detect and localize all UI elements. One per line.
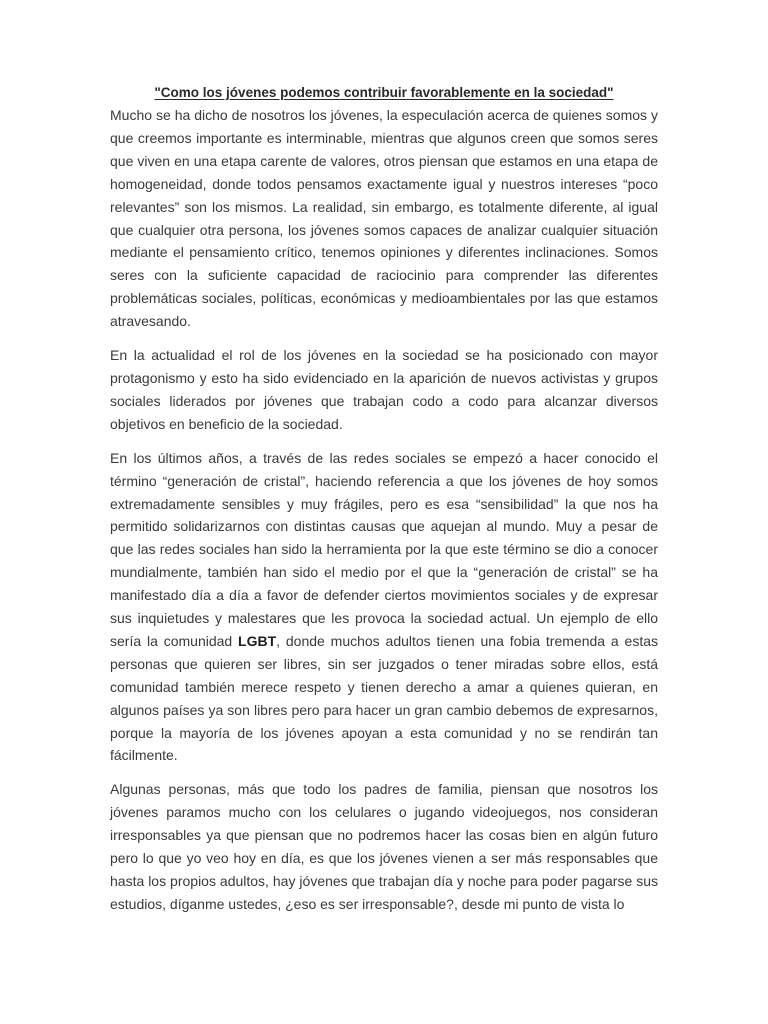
document-page: [110, 84, 658, 927]
lgbt-bold-term: LGBT: [238, 632, 277, 649]
paragraph-1: Mucho se ha dicho de nosotros los jóvenes, la especulación acerca de quienes somos y que creemos importante es interminable, mientras que algunos creen que somos seres que viven en una etapa carente de valores, otros piensan que estamos en una etapa de homogeneidad, donde todos pensamos exactamente igual y nuestros intereses “poco relevantes” son los mismos. La realidad, sin embargo, es totalmente diferente, al igual que cualquier otra persona, los jóvenes somos capaces de analizar cualquier situación mediante el pensamiento crítico, tenemos opiniones y diferentes inclinaciones. Somos seres con la suficiente capacidad de raciocinio para comprender las diferentes problemáticas sociales, políticas, económicas y medioambientales por las que estamos atravesando.: [110, 107, 658, 330]
paragraph-3: [110, 447, 658, 768]
paragraph-3-text-before: En los últimos años, a través de las redes sociales se empezó a hacer conocido el término “generación de cristal”, haciendo referencia a que los jóvenes de hoy somos extremadamente sensibles y muy frágiles, pero es esa “sensibilidad” la que nos ha permitido solidarizarnos con distintas causas que aquejan al mundo. Muy a pesar de que las redes sociales han sido la herramienta por la que este término se dio a conocer mundialmente, también han sido el medio por el que la “generación de cristal” se ha manifestado día a día a favor de defender ciertos movimientos sociales y de expresar sus inquietudes y malestares que les provoca la sociedad actual. Un ejemplo de ello sería la comunidad: [110, 449, 658, 649]
paragraph-4: Algunas personas, más que todo los padres de familia, piensan que nosotros los jóvenes paramos mucho con los celulares o jugando videojuegos, nos consideran irresponsables ya que piensan que no podremos hacer las cosas bien en algún futuro pero lo que yo veo hoy en día, es que los jóvenes vienen a ser más responsables que hasta los propios adultos, hay jóvenes que trabajan día y noche para poder pagarse sus estudios, díganme ustedes, ¿eso es ser irresponsable?, desde mi punto de vista lo: [110, 781, 658, 912]
document-title: "Como los jóvenes podemos contribuir favorablemente en la sociedad": [154, 85, 614, 100]
paragraph-2: En la actualidad el rol de los jóvenes en la sociedad se ha posicionado con mayor protagonismo y esto ha sido evidenciado en la aparición de nuevos activistas y grupos sociales liderados por jóvenes que trabajan codo a codo para alcanzar diversos objetivos en beneficio de la sociedad.: [110, 347, 658, 432]
paragraph-3-text-after: , donde muchos adultos tienen una fobia tremenda a estas personas que quieren ser libres, sin ser juzgados o tener miradas sobre ellos, está comunidad también merece respeto y tienen derecho a amar a quienes quieran, en algunos países ya son libres pero para hacer un gran cambio debemos de expresarnos, porque la mayoría de los jóvenes apoyan a esta comunidad y no se rendirán tan fácilmente.: [110, 632, 658, 764]
